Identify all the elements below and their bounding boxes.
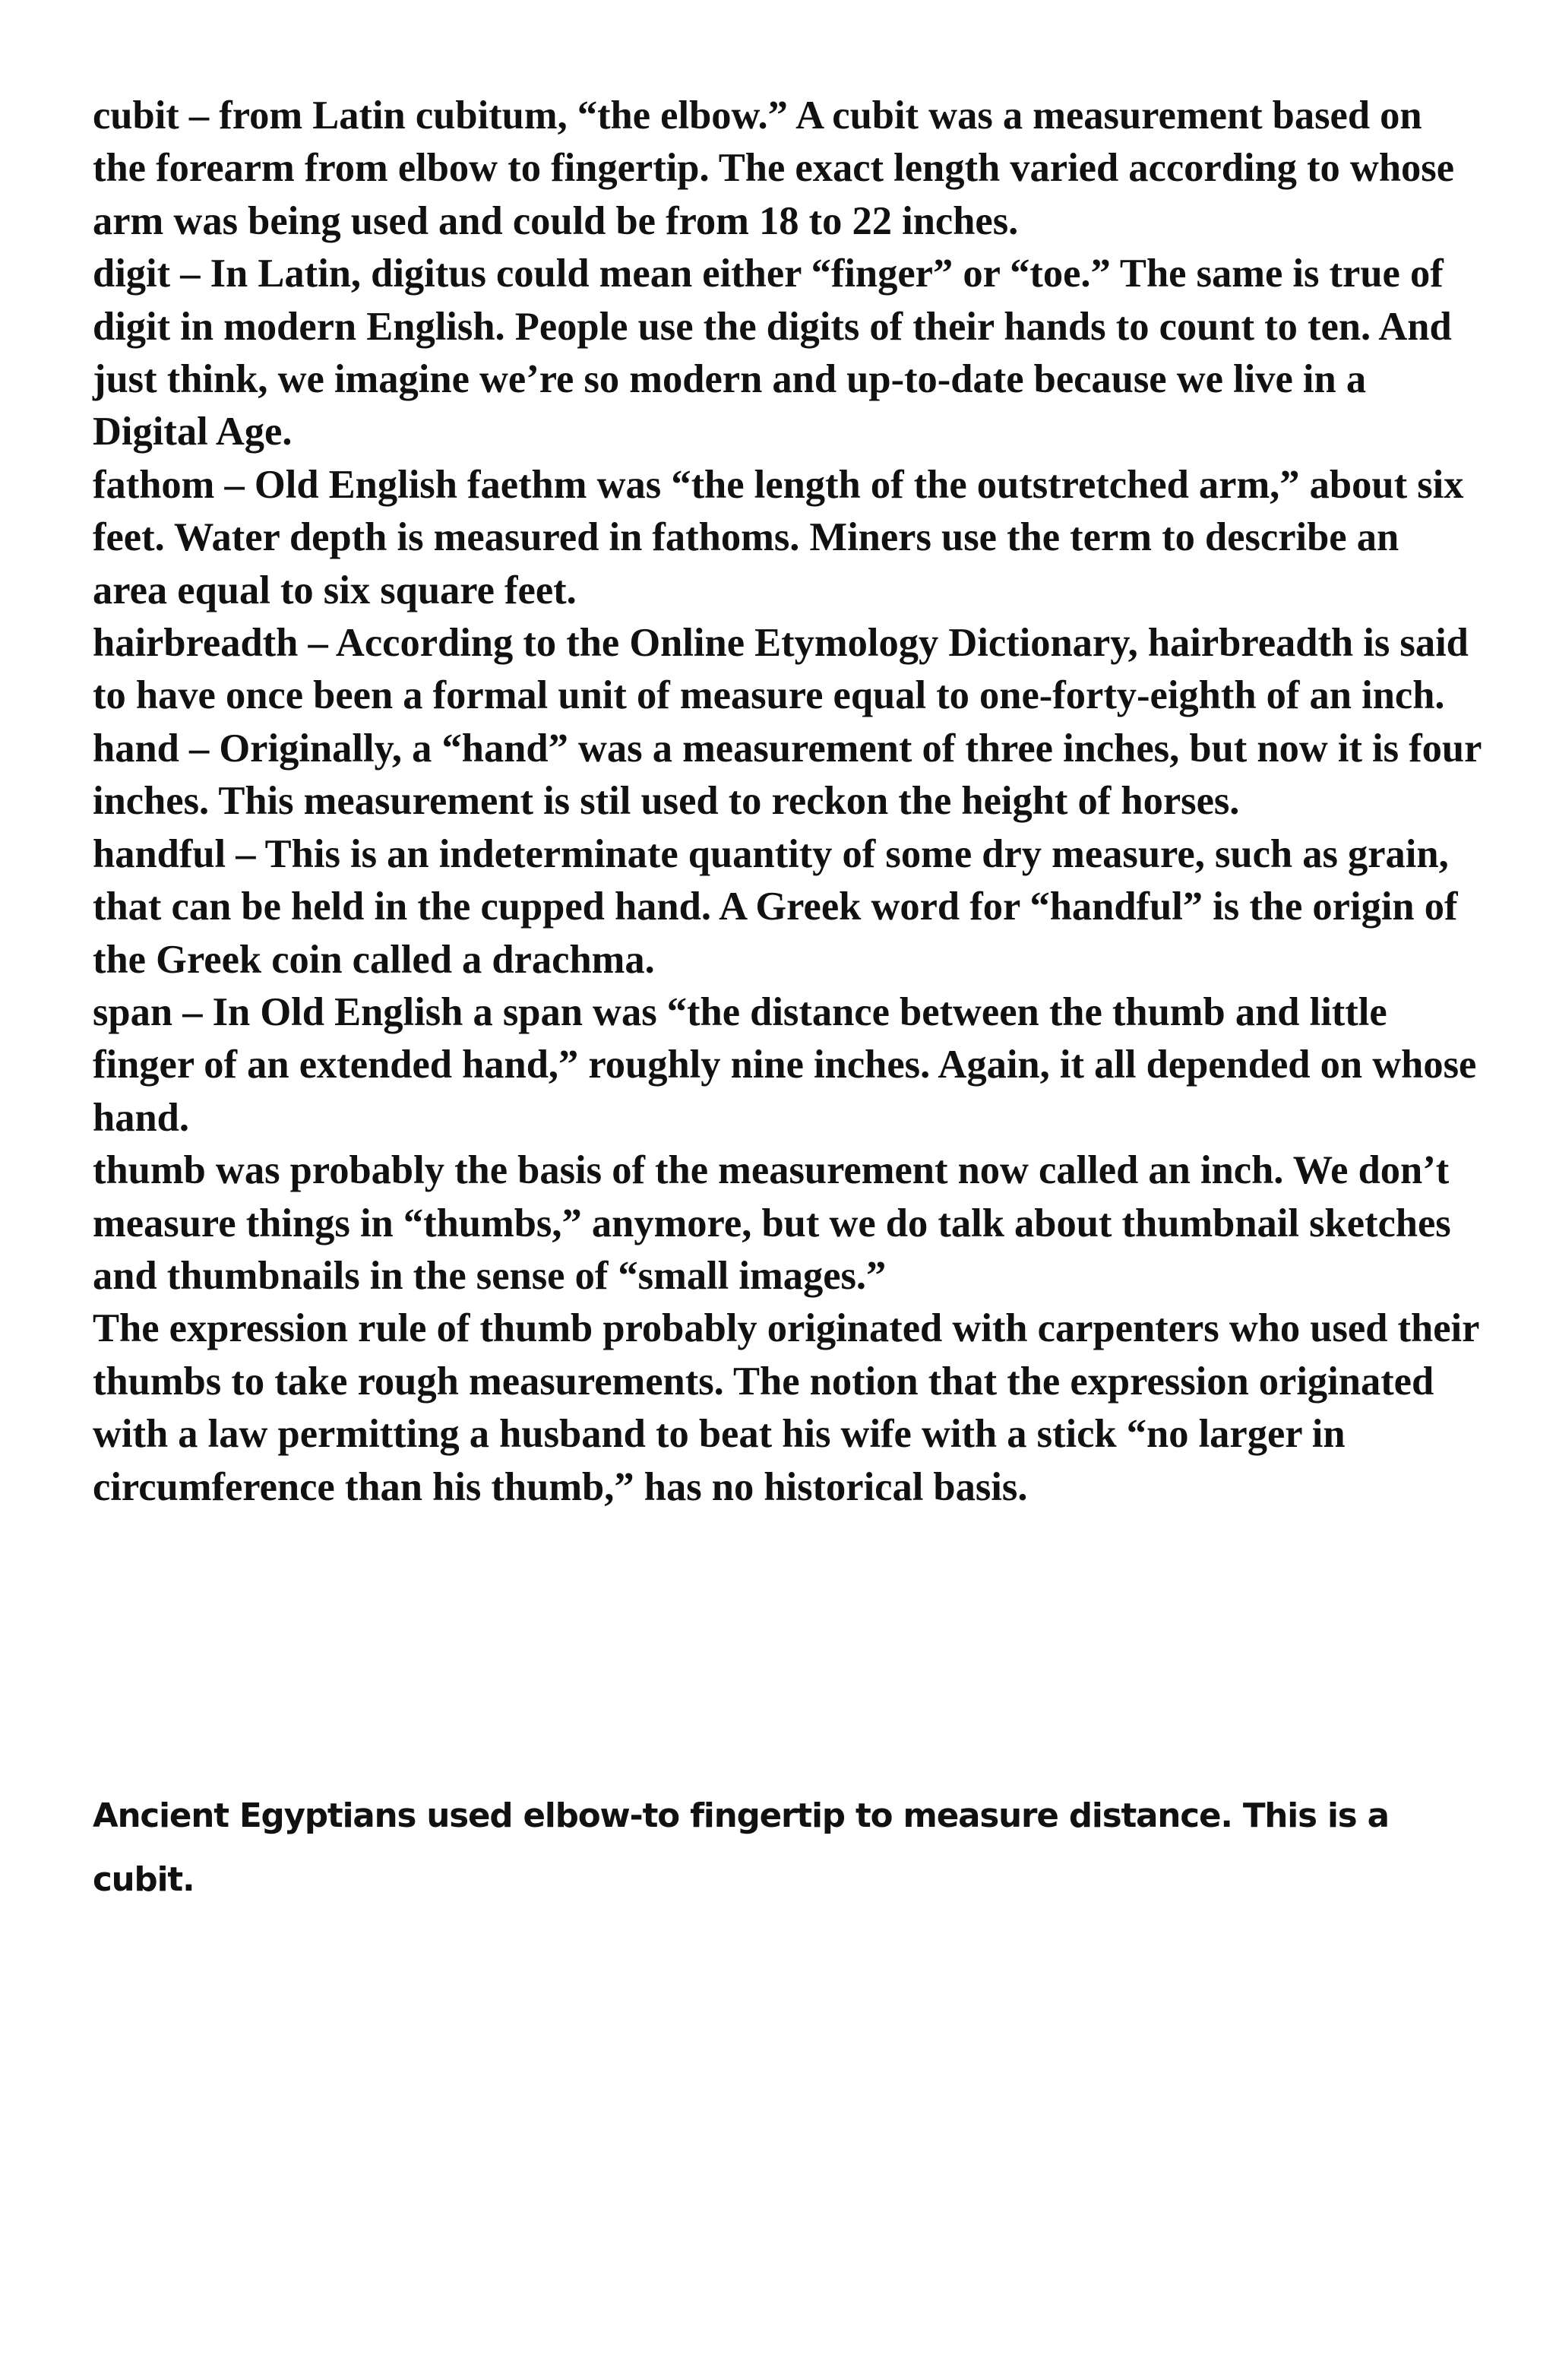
glossary-entries bbox=[93, 90, 1483, 1514]
entry-rule-of-thumb: The expression rule of thumb probably originated with carpenters who used their thumbs to take rough measurements. The notion that the expression originated with a law permitting a husband to beat his wife with a stick “no larger in circumference than his thumb,” has no historical basis. bbox=[93, 1306, 1479, 1509]
entry-cubit: cubit – from Latin cubitum, “the elbow.” A cubit was a measurement based on the forearm from elbow to fingertip. The exact length varied according to whose arm was being used and could be from 18 to 22 inches. bbox=[93, 93, 1454, 243]
entry-span: span – In Old English a span was “the distance between the thumb and little finger of an extended hand,” roughly nine inches. Again, it all depended on whose hand. bbox=[93, 989, 1477, 1140]
closing-note: Ancient Egyptians used elbow-to fingertip to measure distance. This is a cubit. bbox=[93, 1797, 1389, 1899]
entry-handful: handful – This is an indeterminate quantity of some dry measure, such as grain, that can be held in the cupped hand. A Greek word for “handful” is the origin of the Greek coin called a drachma. bbox=[93, 831, 1458, 982]
entry-fathom: fathom – Old English faethm was “the length of the outstretched arm,” about six feet. Water depth is measured in fathoms. Miners use the term to describe an area equal to six square feet. bbox=[93, 462, 1464, 612]
entry-digit: digit – In Latin, digitus could mean either “finger” or “toe.” The same is true of digit in modern English. People use the digits of their hands to count to ten. And just think, we imagine we’re so modern and up-to-date because we live in a Digital Age. bbox=[93, 252, 1452, 454]
entry-hairbreadth: hairbreadth – According to the Online Etymology Dictionary, hairbreadth is said to have once been a formal unit of measure equal to one-forty-eighth of an inch. bbox=[93, 621, 1469, 718]
entry-hand: hand – Originally, a “hand” was a measurement of three inches, but now it is four inches. This measurement is stil used to reckon the height of horses. bbox=[93, 726, 1482, 824]
entry-thumb: thumb was probably the basis of the measurement now called an inch. We don’t measure things in “thumbs,” anymore, but we do talk about thumbnail sketches and thumbnails in the sense of “small images.” bbox=[93, 1148, 1451, 1298]
